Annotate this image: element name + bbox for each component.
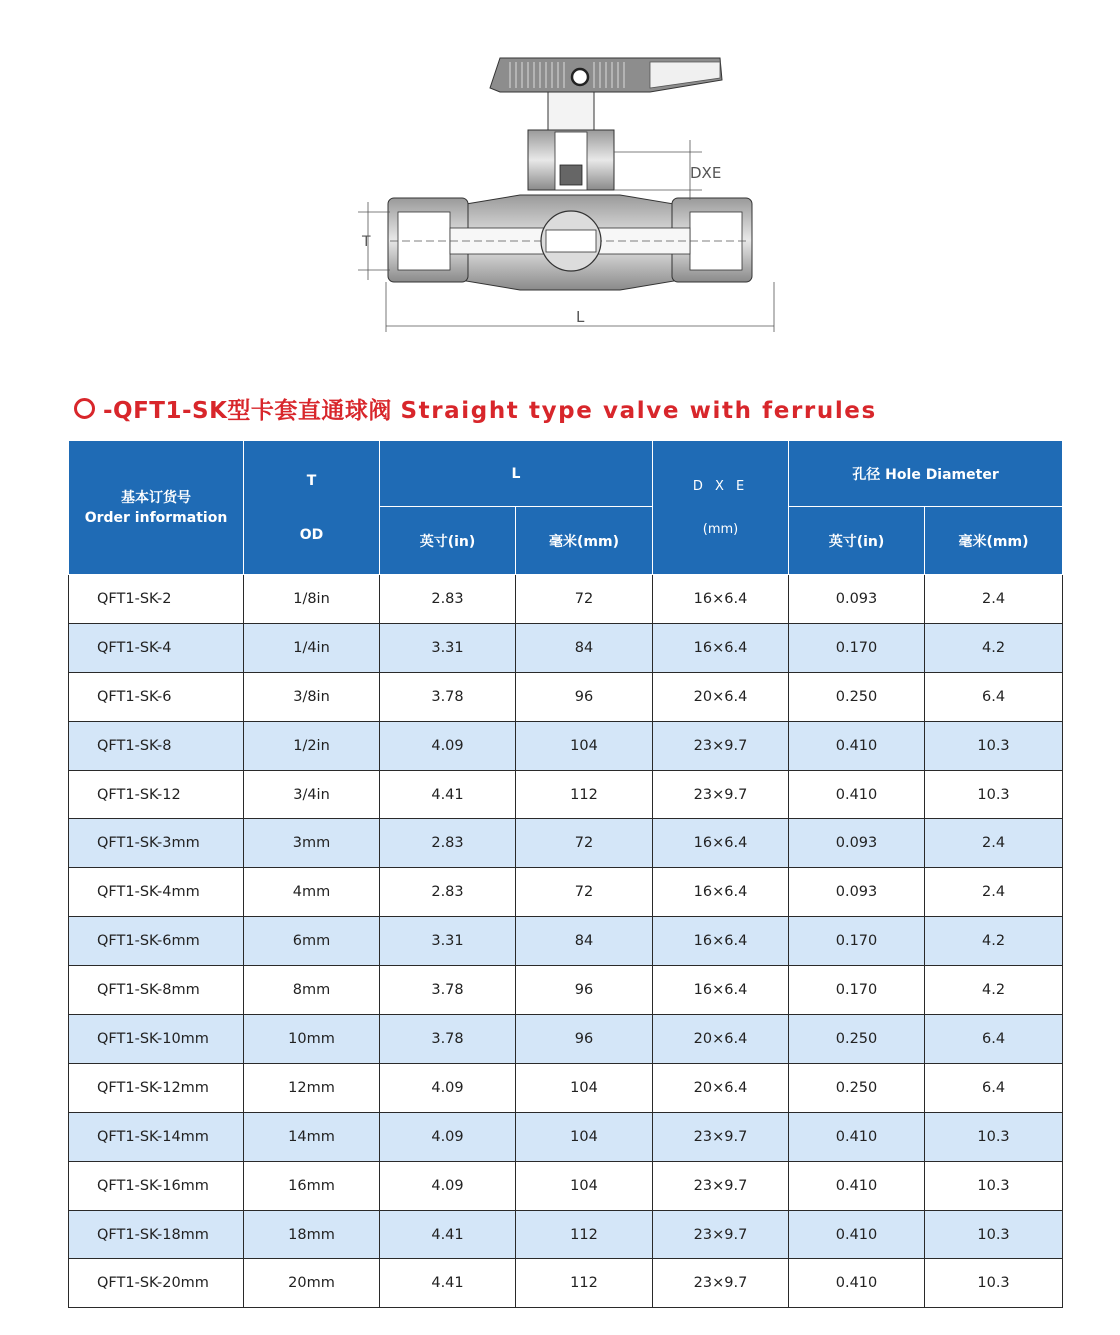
cell-order-code: QFT1-SK-4mm [69,868,244,917]
cell-t-od: 3/8in [244,672,380,721]
table-row [69,1210,1063,1259]
cell-order-code: QFT1-SK-10mm [69,1015,244,1064]
cell-hole-in: 0.410 [789,1210,925,1259]
table-row [69,1259,1063,1308]
cell-hole-mm: 10.3 [925,1259,1063,1308]
cell-hole-mm: 2.4 [925,868,1063,917]
cell-dxe: 23×9.7 [653,721,789,770]
cell-l-in: 3.78 [380,672,516,721]
cell-l-mm: 72 [516,575,653,624]
table-row [69,623,1063,672]
table-row [69,672,1063,721]
cell-dxe: 23×9.7 [653,1112,789,1161]
cell-order-code: QFT1-SK-8mm [69,966,244,1015]
table-row [69,1161,1063,1210]
cell-l-mm: 104 [516,1112,653,1161]
cell-hole-in: 0.410 [789,1112,925,1161]
cell-order-code: QFT1-SK-2 [69,575,244,624]
circle-icon [74,398,95,419]
table-row [69,1063,1063,1112]
cell-t-od: 14mm [244,1112,380,1161]
cell-l-in: 3.78 [380,1015,516,1064]
valve-handle [490,58,722,92]
cell-t-od: 18mm [244,1210,380,1259]
cell-hole-mm: 2.4 [925,575,1063,624]
cell-order-code: QFT1-SK-14mm [69,1112,244,1161]
l-label: L [576,308,585,326]
cell-l-in: 4.09 [380,721,516,770]
cell-t-od: 10mm [244,1015,380,1064]
cell-hole-mm: 10.3 [925,1112,1063,1161]
cell-t-od: 4mm [244,868,380,917]
dxe-label: DXE [690,164,722,182]
table-row [69,1112,1063,1161]
cell-dxe: 16×6.4 [653,575,789,624]
cell-t-od: 8mm [244,966,380,1015]
cell-l-mm: 104 [516,1063,653,1112]
cell-l-in: 2.83 [380,868,516,917]
cell-l-mm: 112 [516,1210,653,1259]
cell-t-od: 12mm [244,1063,380,1112]
cell-hole-mm: 10.3 [925,721,1063,770]
cell-dxe: 20×6.4 [653,1063,789,1112]
cell-order-code: QFT1-SK-6mm [69,917,244,966]
table-row [69,770,1063,819]
table-row [69,1015,1063,1064]
cell-dxe: 16×6.4 [653,917,789,966]
table-row [69,966,1063,1015]
cell-l-mm: 84 [516,917,653,966]
table-row [69,868,1063,917]
cell-l-mm: 84 [516,623,653,672]
table-row [69,575,1063,624]
cell-order-code: QFT1-SK-20mm [69,1259,244,1308]
spec-table [68,440,1063,1308]
table-row [69,819,1063,868]
cell-t-od: 1/4in [244,623,380,672]
cell-hole-in: 0.410 [789,721,925,770]
cell-t-od: 16mm [244,1161,380,1210]
cell-order-code: QFT1-SK-3mm [69,819,244,868]
t-label: T [362,234,371,250]
cell-hole-in: 0.093 [789,575,925,624]
title-prefix: -QFT1-SK型卡套直通球阀 [103,398,392,424]
cell-l-in: 2.83 [380,819,516,868]
cell-t-od: 3mm [244,819,380,868]
header-l-in: 英寸(in) [380,507,516,575]
cell-l-in: 2.83 [380,575,516,624]
cell-l-in: 4.41 [380,1210,516,1259]
cell-l-mm: 96 [516,672,653,721]
cell-l-mm: 104 [516,721,653,770]
title-english: Straight type valve with ferrules [400,398,877,424]
cell-t-od: 3/4in [244,770,380,819]
cell-dxe: 23×9.7 [653,1210,789,1259]
cell-order-code: QFT1-SK-12 [69,770,244,819]
cell-hole-mm: 10.3 [925,1161,1063,1210]
cell-hole-in: 0.170 [789,966,925,1015]
cell-hole-in: 0.250 [789,1063,925,1112]
cell-l-in: 3.31 [380,917,516,966]
cell-l-mm: 72 [516,868,653,917]
cell-l-in: 4.09 [380,1161,516,1210]
cell-dxe: 16×6.4 [653,623,789,672]
cell-dxe: 23×9.7 [653,1161,789,1210]
cell-t-od: 20mm [244,1259,380,1308]
cell-hole-mm: 4.2 [925,623,1063,672]
cell-l-mm: 96 [516,1015,653,1064]
cell-hole-in: 0.170 [789,917,925,966]
cell-hole-mm: 6.4 [925,672,1063,721]
header-hole-mm: 毫米(mm) [925,507,1063,575]
section-title [74,392,877,432]
cell-hole-mm: 10.3 [925,770,1063,819]
cell-order-code: QFT1-SK-6 [69,672,244,721]
cell-l-in: 4.09 [380,1112,516,1161]
cell-dxe: 16×6.4 [653,966,789,1015]
cell-dxe: 23×9.7 [653,1259,789,1308]
cell-hole-in: 0.410 [789,1259,925,1308]
header-l: L [380,441,653,507]
valve-diagram [350,40,790,350]
cell-hole-mm: 6.4 [925,1063,1063,1112]
cell-l-in: 4.09 [380,1063,516,1112]
cell-hole-mm: 4.2 [925,917,1063,966]
cell-l-mm: 104 [516,1161,653,1210]
cell-t-od: 1/2in [244,721,380,770]
table-row [69,917,1063,966]
cell-dxe: 16×6.4 [653,868,789,917]
header-dxe: D X E (mm) [653,441,789,575]
cell-order-code: QFT1-SK-8 [69,721,244,770]
table-row [69,721,1063,770]
cell-l-in: 4.41 [380,770,516,819]
cell-order-code: QFT1-SK-16mm [69,1161,244,1210]
cell-hole-in: 0.410 [789,1161,925,1210]
cell-hole-in: 0.093 [789,868,925,917]
cell-l-in: 4.41 [380,1259,516,1308]
cell-hole-in: 0.250 [789,1015,925,1064]
cell-hole-mm: 10.3 [925,1210,1063,1259]
cell-hole-in: 0.170 [789,623,925,672]
cell-t-od: 1/8in [244,575,380,624]
cell-hole-mm: 2.4 [925,819,1063,868]
cell-l-mm: 96 [516,966,653,1015]
cell-l-mm: 112 [516,1259,653,1308]
cell-dxe: 20×6.4 [653,672,789,721]
cell-dxe: 16×6.4 [653,819,789,868]
cell-hole-in: 0.410 [789,770,925,819]
cell-dxe: 23×9.7 [653,770,789,819]
header-hole-in: 英寸(in) [789,507,925,575]
cell-l-in: 3.31 [380,623,516,672]
cell-l-mm: 112 [516,770,653,819]
cell-hole-mm: 4.2 [925,966,1063,1015]
cell-hole-in: 0.093 [789,819,925,868]
cell-t-od: 6mm [244,917,380,966]
header-order: 基本订货号 Order information [69,441,244,575]
header-t: T OD [244,441,380,575]
header-hole: 孔径 Hole Diameter [789,441,1063,507]
cell-hole-in: 0.250 [789,672,925,721]
cell-order-code: QFT1-SK-4 [69,623,244,672]
cell-dxe: 20×6.4 [653,1015,789,1064]
header-l-mm: 毫米(mm) [516,507,653,575]
cell-l-mm: 72 [516,819,653,868]
cell-l-in: 3.78 [380,966,516,1015]
cell-hole-mm: 6.4 [925,1015,1063,1064]
cell-order-code: QFT1-SK-12mm [69,1063,244,1112]
cell-order-code: QFT1-SK-18mm [69,1210,244,1259]
